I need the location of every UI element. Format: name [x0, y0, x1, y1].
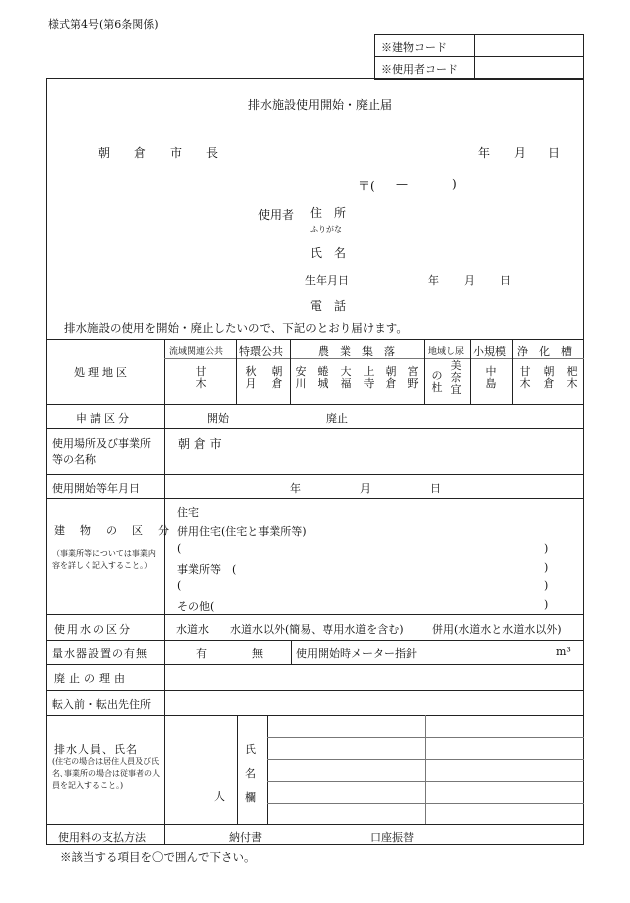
meter-unit: m³: [556, 645, 571, 658]
postal-open: 〒(: [358, 179, 375, 193]
birth-day: 日: [500, 274, 511, 287]
phone-field[interactable]: [355, 294, 575, 312]
location-label: 使用場所及び事業所等の名称: [52, 437, 151, 466]
area-group-name: 地域し尿: [428, 347, 465, 357]
area-group-name: 浄 化 槽: [517, 345, 572, 358]
area-group-name: 小規模: [473, 345, 506, 358]
building-close-paren: ): [544, 561, 549, 574]
area-option[interactable]: 秋月: [245, 365, 257, 390]
area-option[interactable]: 美奈宜: [450, 359, 462, 396]
area-group-name: 特環公共: [239, 345, 283, 358]
persons-unit: 人: [214, 790, 225, 803]
transfer-label: 転入前・転出先住所: [52, 698, 151, 711]
area-option[interactable]: 中島: [485, 365, 497, 390]
building-option-mixed[interactable]: 併用住宅(住宅と事業所等): [177, 525, 307, 538]
building-code-field[interactable]: [476, 36, 582, 55]
meter-yes-option[interactable]: 有: [196, 647, 207, 660]
submit-month: 月: [514, 146, 527, 160]
building-option-business[interactable]: 事業所等 (: [177, 563, 237, 576]
area-option[interactable]: 安川: [295, 365, 307, 390]
reason-label: 廃止の理由: [54, 672, 129, 685]
payment-label: 使用料の支払方法: [58, 831, 146, 844]
postal-field[interactable]: [372, 176, 452, 192]
name-column-label: 氏: [245, 743, 256, 756]
water-label: 使用水の区分: [54, 623, 132, 636]
application-start-option[interactable]: 開始: [207, 412, 229, 425]
start-date-year[interactable]: 年: [290, 482, 301, 495]
user-label: 使用者: [258, 208, 295, 222]
form-title: 排水施設使用開始・廃止届: [248, 98, 393, 112]
building-close-paren: ): [544, 542, 549, 555]
meter-label: 量水器設置の有無: [52, 647, 148, 660]
submit-year: 年: [478, 146, 491, 160]
area-option[interactable]: 大福: [340, 365, 352, 390]
name-field[interactable]: [355, 240, 575, 258]
building-label: 建 物 の 区 分: [54, 524, 171, 537]
area-option[interactable]: の杜: [431, 369, 443, 394]
area-option[interactable]: 甘木: [195, 365, 207, 390]
addressee: 朝 倉 市 長: [98, 146, 225, 160]
meter-no-option[interactable]: 無: [252, 647, 263, 660]
water-option-non-tap[interactable]: 水道水以外(簡易、専用水道を含む): [230, 623, 404, 636]
area-option[interactable]: 朝倉: [543, 365, 555, 390]
statement: 排水施設の使用を開始・廃止したいので、下記のとおり届けます。: [64, 321, 408, 335]
area-option[interactable]: 朝倉: [385, 365, 397, 390]
meter-reading-label: 使用開始時メーター指針: [296, 647, 417, 660]
footnote: ※該当する項目を〇で囲んで下さい。: [60, 850, 256, 864]
name-column-label: 名: [245, 767, 256, 780]
meter-reading-field[interactable]: [436, 642, 546, 662]
user-code-label: ※使用者コード: [381, 63, 458, 76]
area-option[interactable]: 蜷城: [317, 365, 329, 390]
reason-field[interactable]: [166, 666, 582, 688]
building-open-paren: (: [177, 579, 182, 592]
user-code-field[interactable]: [476, 58, 582, 78]
birth-year: 年: [428, 274, 439, 287]
payment-option-transfer[interactable]: 口座振替: [370, 831, 414, 844]
building-open-paren: (: [177, 542, 182, 555]
building-option-house[interactable]: 住宅: [177, 506, 199, 519]
persons-label: 排水人員、氏名: [54, 743, 138, 756]
building-close-paren: ): [544, 579, 549, 592]
persons-count-field[interactable]: [166, 717, 236, 822]
building-code-label: ※建物コード: [381, 41, 447, 54]
water-option-combined[interactable]: 併用(水道水と水道水以外): [432, 623, 562, 636]
transfer-field[interactable]: [166, 692, 582, 714]
payment-option-slip[interactable]: 納付書: [229, 831, 262, 844]
building-close-paren: ): [544, 598, 549, 611]
furigana-label: ふりがな: [310, 225, 342, 234]
area-group-name: 農 業 集 落: [318, 345, 395, 358]
address-label: 住 所: [310, 206, 347, 220]
birth-label: 生年月日: [305, 274, 349, 287]
area-option[interactable]: 甘木: [519, 365, 531, 390]
area-option[interactable]: 上寺: [363, 365, 375, 390]
birth-month: 月: [464, 274, 475, 287]
name-label: 氏 名: [310, 246, 347, 260]
postal-close: ): [452, 177, 457, 191]
form-number: 様式第4号(第6条関係): [48, 18, 159, 31]
name-column-label: 欄: [245, 791, 256, 804]
address-field[interactable]: [355, 202, 575, 220]
start-date-label: 使用開始等年月日: [52, 482, 140, 495]
start-date-month[interactable]: 月: [360, 482, 371, 495]
application-end-option[interactable]: 廃止: [326, 412, 348, 425]
area-option[interactable]: 杷木: [566, 365, 578, 390]
area-label: 処理地区: [74, 366, 130, 379]
area-option[interactable]: 宮野: [407, 365, 419, 390]
area-group-name: 流域関連公共: [169, 347, 224, 357]
start-date-day[interactable]: 日: [430, 482, 441, 495]
building-note: （事業所等については事業内容を詳しく記入すること。）: [52, 549, 156, 570]
area-option[interactable]: 朝倉: [271, 365, 283, 390]
persons-note: (住宅の場合は居住人員及び氏名､事業所の場合は従事者の人員を記入すること。): [52, 757, 160, 790]
location-value[interactable]: 朝 倉 市: [178, 437, 222, 451]
postal-dash: —: [396, 177, 408, 191]
application-type-label: 申請区分: [76, 412, 132, 425]
submit-day: 日: [548, 146, 561, 160]
building-option-other[interactable]: その他(: [177, 600, 215, 613]
phone-label: 電 話: [310, 299, 347, 313]
water-option-tap[interactable]: 水道水: [176, 623, 209, 636]
